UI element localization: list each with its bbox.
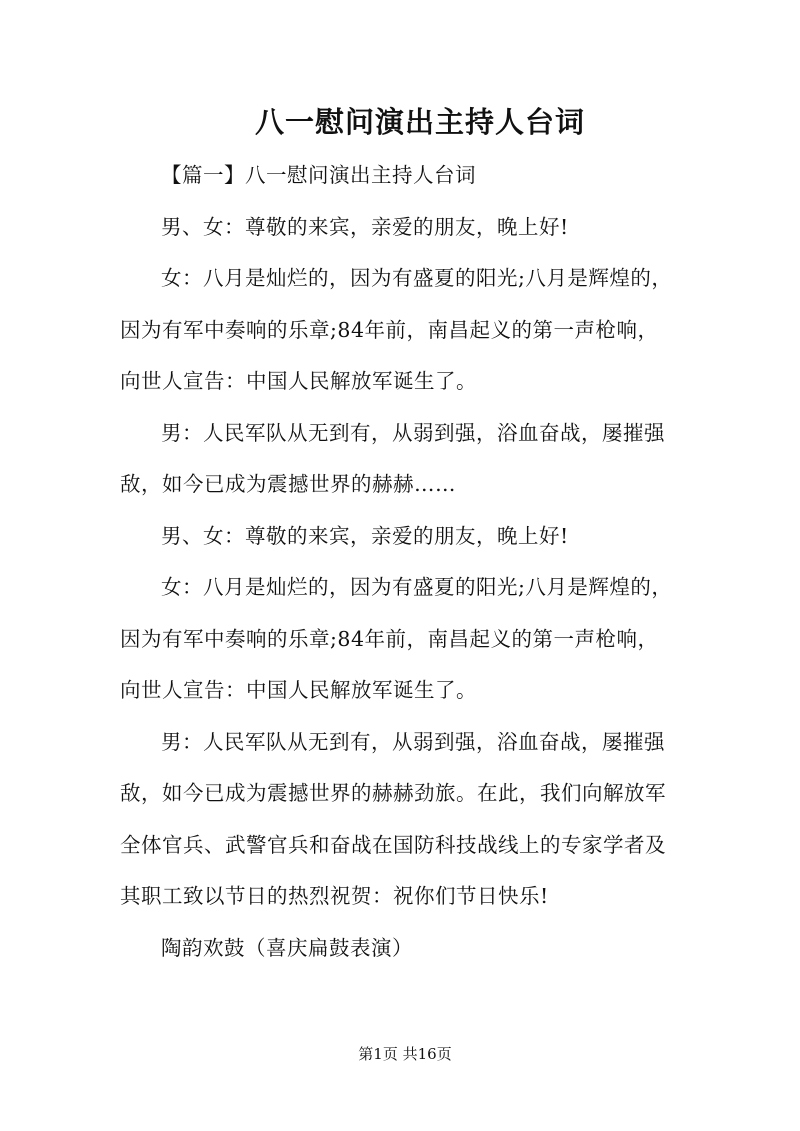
paragraph: 陶韵欢鼓（喜庆扁鼓表演） xyxy=(161,935,413,960)
paragraph: 女：八月是灿烂的，因为有盛夏的阳光;八月是辉煌的， 因为有军中奏响的乐章;84年前，南昌起义的第一声枪响， 向世人宣告：中国人民解放军诞生了。 xyxy=(120,266,673,393)
paragraph: 男：人民军队从无到有，从弱到强，浴血奋战，屡摧强 敌，如今已成为震撼世界的赫赫劲旅。在此，我们向解放军 全体官兵、武警官兵和奋战在国防科技战线上的专家学者及 其职工致以节日的热烈祝贺：祝你们节日快乐! xyxy=(120,729,666,908)
paragraph: 男：人民军队从无到有，从弱到强，浴血奋战，屡摧强 敌，如今已成为震撼世界的赫赫…… xyxy=(120,420,665,496)
paragraph: 男、女：尊敬的来宾，亲爱的朋友，晚上好! xyxy=(161,523,569,548)
document-title: 八一慰问演出主持人台词 xyxy=(254,105,585,139)
page-footer: 第1页 共16页 xyxy=(358,1045,452,1063)
document-body xyxy=(120,150,695,974)
paragraph: 男、女：尊敬的来宾，亲爱的朋友，晚上好! xyxy=(161,214,569,239)
paragraph: 女：八月是灿烂的，因为有盛夏的阳光;八月是辉煌的， 因为有军中奏响的乐章;84年前，南昌起义的第一声枪响， 向世人宣告：中国人民解放军诞生了。 xyxy=(120,575,673,702)
section-heading: 【篇一】八一慰问演出主持人台词 xyxy=(161,163,476,187)
